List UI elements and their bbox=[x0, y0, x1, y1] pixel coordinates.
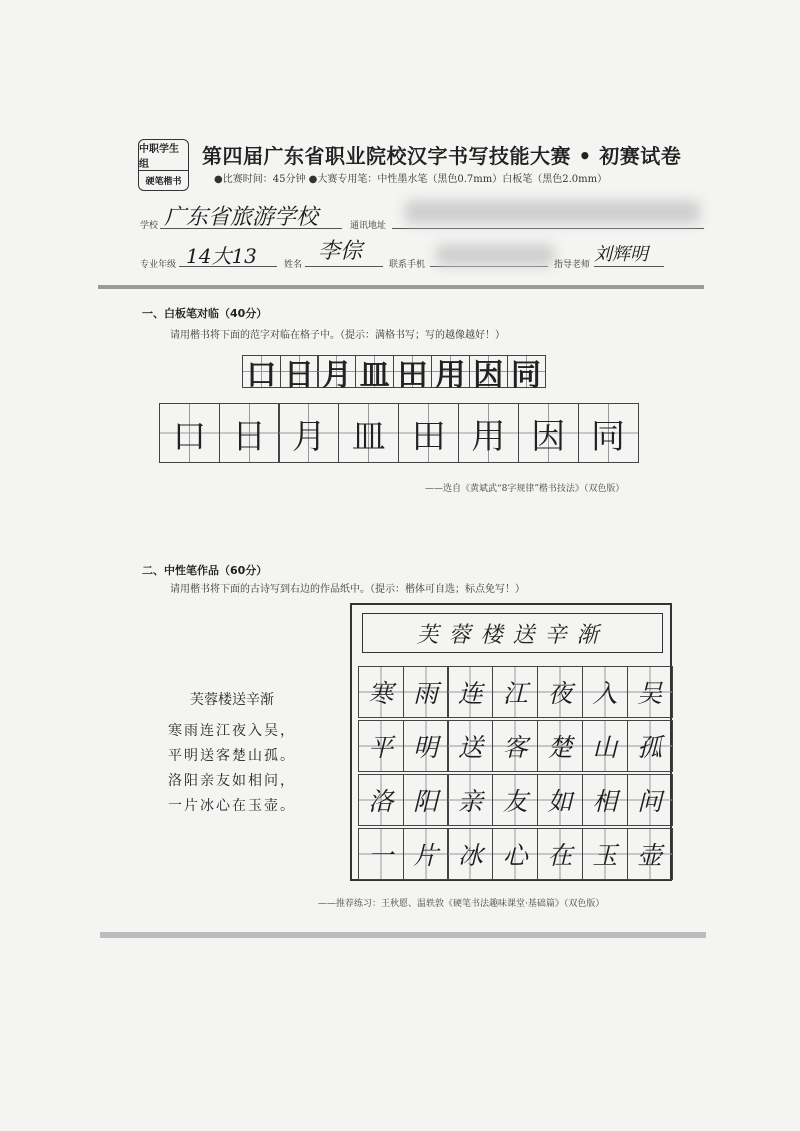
work-cell[interactable] bbox=[358, 774, 404, 826]
practice-cell[interactable] bbox=[219, 403, 280, 463]
address-label: 通讯地址 bbox=[350, 221, 387, 231]
practice-char-grid bbox=[160, 403, 639, 463]
work-cell[interactable] bbox=[403, 666, 449, 718]
phone-redaction bbox=[436, 244, 554, 266]
major-value: 14大13 bbox=[186, 244, 257, 268]
work-char: 片 bbox=[413, 841, 439, 870]
model-char: 日 bbox=[284, 357, 315, 393]
work-char: 连 bbox=[457, 679, 483, 708]
model-char: 月 bbox=[321, 357, 352, 393]
practice-char: 因 bbox=[531, 416, 566, 457]
work-char: 友 bbox=[502, 787, 528, 816]
exam-info: ●比赛时间：45分钟 ●大赛专用笔：中性墨水笔（黑色0.7mm）白板笔（黑色2.0mm） bbox=[214, 174, 608, 185]
work-char: 玉 bbox=[592, 841, 618, 870]
work-char: 吴 bbox=[637, 679, 663, 708]
section2-source: ——推荐练习：王秋愿、温轶敦《硬笔书法趣味课堂·基础篇》（双色版） bbox=[318, 899, 605, 909]
practice-char: 田 bbox=[411, 416, 446, 457]
model-char: 皿 bbox=[359, 357, 390, 393]
work-char: 亲 bbox=[457, 787, 483, 816]
work-row bbox=[359, 720, 673, 772]
work-char: 冰 bbox=[457, 841, 483, 870]
model-cell bbox=[317, 355, 356, 393]
work-cell[interactable] bbox=[403, 774, 449, 826]
work-row bbox=[359, 774, 673, 826]
section1-title: 一、白板笔对临（40分） bbox=[142, 307, 268, 320]
model-cell bbox=[431, 355, 470, 393]
model-char: 田 bbox=[397, 357, 428, 393]
badge-group-label: 中职学生组 bbox=[139, 140, 188, 171]
name-label: 姓名 bbox=[284, 260, 303, 270]
work-cell[interactable] bbox=[358, 828, 404, 880]
name-value: 李倧 bbox=[318, 239, 363, 264]
work-cell[interactable] bbox=[447, 828, 493, 880]
model-cell bbox=[280, 355, 319, 393]
poem-line: 寒雨连江夜入吴， bbox=[168, 723, 296, 739]
work-row bbox=[359, 828, 673, 880]
work-char: 一 bbox=[368, 841, 394, 870]
school-value: 广东省旅游学校 bbox=[164, 205, 319, 230]
teacher-field[interactable] bbox=[594, 266, 664, 267]
work-char: 楚 bbox=[547, 733, 573, 762]
practice-char: 同 bbox=[591, 416, 625, 457]
work-cell[interactable] bbox=[403, 720, 449, 772]
work-cell[interactable] bbox=[627, 774, 673, 826]
work-cell[interactable] bbox=[537, 828, 583, 880]
practice-cell[interactable] bbox=[159, 403, 220, 463]
work-char: 山 bbox=[592, 733, 618, 762]
practice-cell[interactable] bbox=[338, 403, 399, 463]
phone-label: 联系手机 bbox=[389, 260, 426, 270]
work-cell[interactable] bbox=[537, 720, 583, 772]
work-char-grid bbox=[359, 666, 673, 882]
poem-line: 平明送客楚山孤。 bbox=[168, 748, 296, 764]
model-char-grid bbox=[243, 355, 546, 393]
practice-char: 皿 bbox=[351, 416, 386, 457]
work-title-box[interactable]: 芙蓉楼送辛渐 bbox=[362, 613, 663, 653]
work-char: 如 bbox=[547, 787, 573, 816]
work-char: 平 bbox=[368, 733, 394, 762]
work-cell[interactable] bbox=[447, 720, 493, 772]
work-char: 客 bbox=[502, 733, 528, 762]
work-char: 夜 bbox=[547, 679, 573, 708]
work-char: 明 bbox=[413, 733, 439, 762]
work-char: 相 bbox=[592, 787, 618, 816]
practice-cell[interactable] bbox=[278, 403, 339, 463]
section2-instruction: 请用楷书将下面的古诗写到右边的作品纸中。（提示：楷体可自选；标点免写！） bbox=[170, 584, 525, 595]
work-char: 阳 bbox=[413, 787, 439, 816]
model-cell bbox=[469, 355, 508, 393]
work-cell[interactable] bbox=[627, 720, 673, 772]
page-title: 第四届广东省职业院校汉字书写技能大赛 • 初赛试卷 bbox=[202, 144, 682, 168]
work-cell[interactable] bbox=[582, 720, 628, 772]
work-cell[interactable] bbox=[582, 828, 628, 880]
work-cell[interactable] bbox=[627, 828, 673, 880]
model-char: 用 bbox=[435, 357, 466, 393]
work-char: 洛 bbox=[368, 787, 394, 816]
poem-line: 洛阳亲友如相问， bbox=[168, 773, 296, 789]
teacher-value: 刘辉明 bbox=[594, 244, 648, 265]
work-char: 在 bbox=[547, 841, 573, 870]
practice-char: 用 bbox=[471, 416, 506, 457]
footer-divider bbox=[100, 932, 706, 938]
work-char: 问 bbox=[637, 787, 663, 816]
work-char: 寒 bbox=[368, 679, 394, 708]
school-label: 学校 bbox=[140, 221, 159, 231]
address-redaction bbox=[405, 200, 700, 224]
work-cell[interactable] bbox=[492, 828, 538, 880]
practice-char: 日 bbox=[232, 416, 267, 457]
work-char: 孤 bbox=[637, 733, 663, 762]
practice-cell[interactable] bbox=[518, 403, 579, 463]
work-char: 江 bbox=[502, 679, 528, 708]
work-cell[interactable] bbox=[492, 720, 538, 772]
work-cell[interactable] bbox=[492, 774, 538, 826]
model-char: 因 bbox=[473, 357, 504, 393]
practice-cell[interactable] bbox=[398, 403, 459, 463]
header-divider bbox=[98, 285, 704, 289]
section2-title: 二、中性笔作品（60分） bbox=[142, 564, 268, 577]
phone-field[interactable] bbox=[430, 266, 548, 267]
poem-line: 一片冰心在玉壶。 bbox=[168, 798, 296, 814]
name-field[interactable] bbox=[305, 266, 383, 267]
work-cell[interactable] bbox=[537, 774, 583, 826]
badge-category-label: 硬笔楷书 bbox=[145, 177, 182, 187]
reference-poem bbox=[168, 688, 296, 819]
practice-char: 月 bbox=[291, 416, 326, 457]
address-field[interactable] bbox=[392, 228, 704, 229]
section1-instruction: 请用楷书将下面的范字对临在格子中。（提示：满格书写；写的越像越好！） bbox=[170, 330, 505, 341]
section1-source: ——选自《黄斌武“8字规律”楷书技法》（双色版） bbox=[425, 484, 625, 494]
model-cell bbox=[507, 355, 546, 393]
practice-cell[interactable] bbox=[458, 403, 519, 463]
model-char: 口 bbox=[246, 357, 277, 393]
group-badge bbox=[138, 139, 189, 191]
model-char: 同 bbox=[511, 357, 541, 393]
practice-char: 口 bbox=[172, 416, 207, 457]
work-char: 入 bbox=[592, 679, 618, 708]
work-cell[interactable] bbox=[447, 774, 493, 826]
practice-cell[interactable] bbox=[578, 403, 639, 463]
work-cell[interactable] bbox=[358, 666, 404, 718]
work-char: 壶 bbox=[637, 841, 663, 870]
work-char: 心 bbox=[502, 841, 528, 870]
work-char: 送 bbox=[457, 733, 483, 762]
work-cell[interactable] bbox=[627, 666, 673, 718]
work-cell[interactable] bbox=[582, 666, 628, 718]
model-cell bbox=[242, 355, 281, 393]
work-row bbox=[359, 666, 673, 718]
model-cell bbox=[393, 355, 432, 393]
teacher-label: 指导老师 bbox=[554, 260, 591, 270]
work-cell[interactable] bbox=[582, 774, 628, 826]
work-cell[interactable] bbox=[492, 666, 538, 718]
model-cell bbox=[355, 355, 394, 393]
poem-title: 芙蓉楼送辛渐 bbox=[190, 692, 274, 708]
work-cell[interactable] bbox=[358, 720, 404, 772]
work-cell[interactable] bbox=[403, 828, 449, 880]
major-label: 专业年级 bbox=[140, 260, 177, 270]
work-cell[interactable] bbox=[447, 666, 493, 718]
work-cell[interactable] bbox=[537, 666, 583, 718]
work-char: 雨 bbox=[413, 679, 439, 708]
